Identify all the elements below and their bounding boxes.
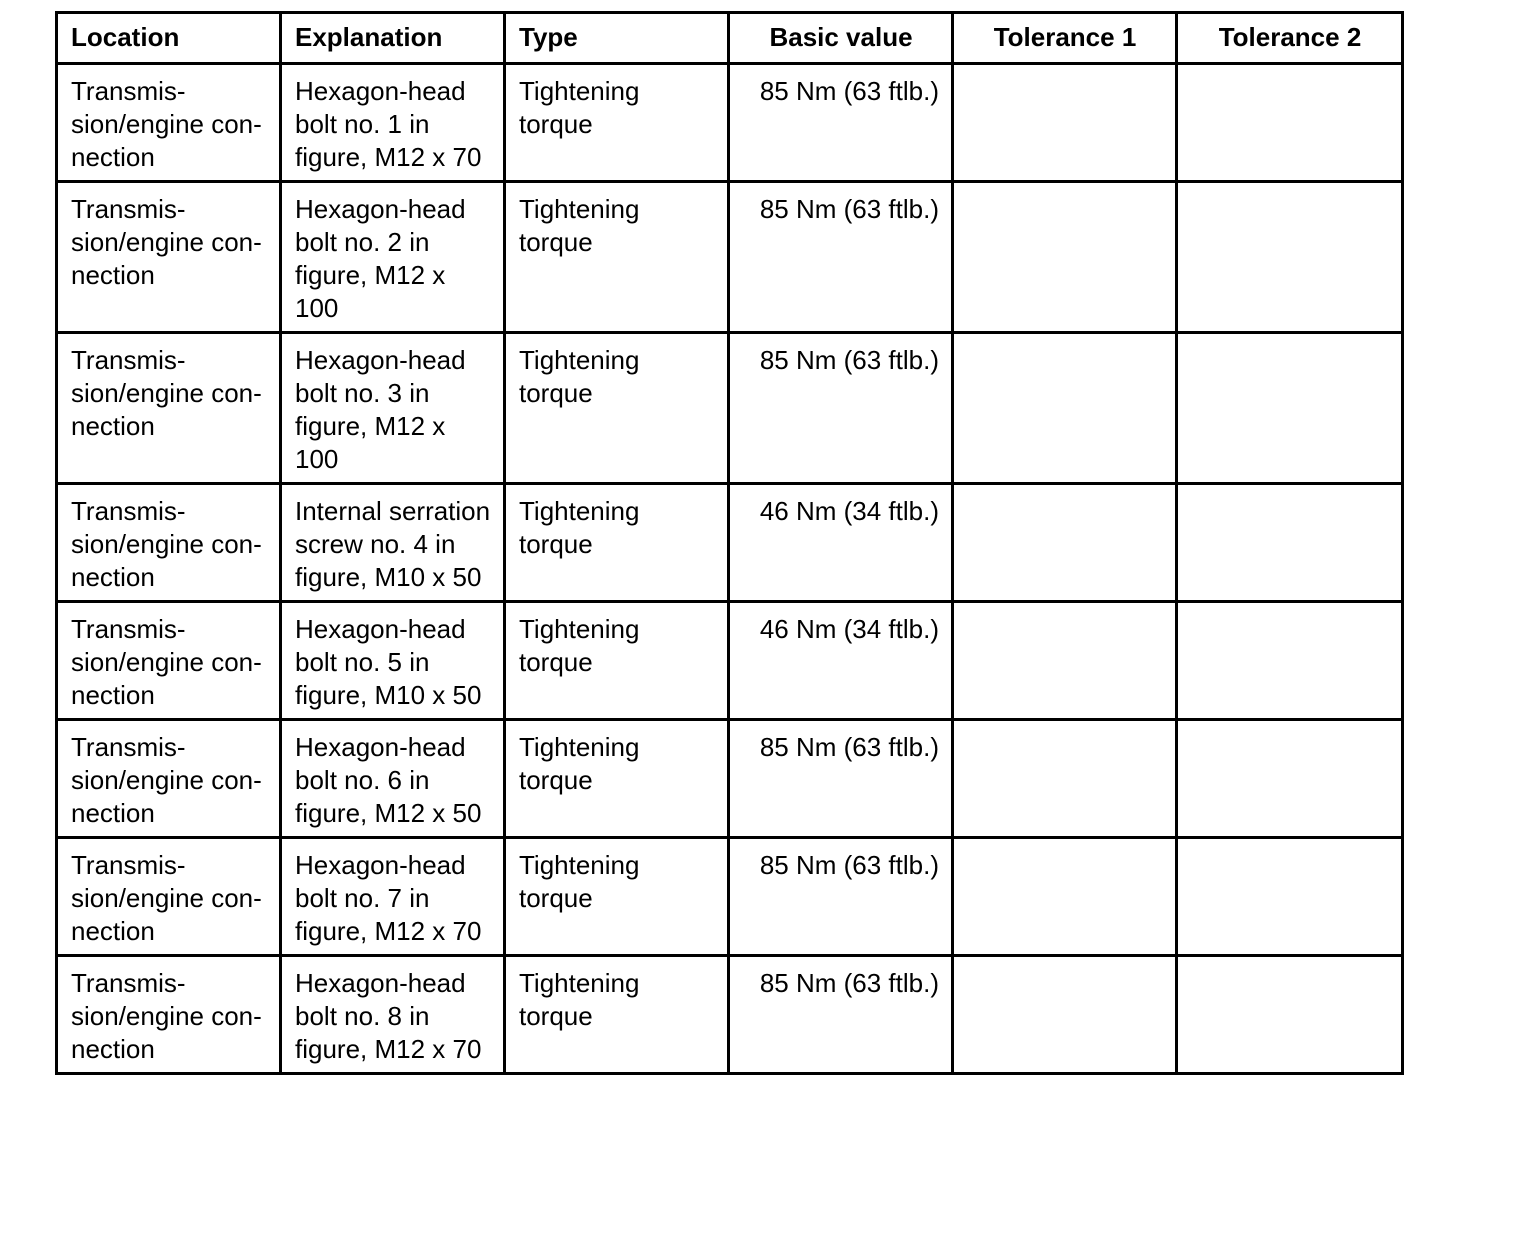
cell-explanation-line: Hexagon-head: [295, 968, 466, 998]
cell-explanation-line: bolt no. 6 in: [295, 765, 430, 795]
cell-location-line: Transmis-: [71, 194, 186, 224]
cell-basic-value: 85 Nm (63 ftlb.): [729, 720, 953, 838]
cell-type: [505, 484, 729, 602]
cell-location: [57, 956, 281, 1074]
cell-location-line: sion/engine con-: [71, 529, 262, 559]
cell-type-line: Tightening: [519, 968, 640, 998]
cell-tolerance-2: [1177, 720, 1403, 838]
cell-tolerance-1: [953, 956, 1177, 1074]
table-row: [57, 64, 1403, 182]
cell-type-line: Tightening: [519, 76, 640, 106]
cell-explanation-line: bolt no. 3 in: [295, 378, 430, 408]
cell-location: [57, 838, 281, 956]
cell-basic-value: 85 Nm (63 ftlb.): [729, 64, 953, 182]
cell-location-line: nection: [71, 562, 155, 592]
cell-explanation-line: bolt no. 1 in: [295, 109, 430, 139]
cell-explanation-line: Hexagon-head: [295, 614, 466, 644]
table-row: [57, 838, 1403, 956]
cell-location: [57, 182, 281, 333]
cell-location-line: sion/engine con-: [71, 883, 262, 913]
cell-type: [505, 602, 729, 720]
cell-basic-value: 85 Nm (63 ftlb.): [729, 333, 953, 484]
cell-explanation: [281, 956, 505, 1074]
cell-location-line: sion/engine con-: [71, 647, 262, 677]
cell-basic-value: 85 Nm (63 ftlb.): [729, 838, 953, 956]
cell-explanation-line: Hexagon-head: [295, 76, 466, 106]
cell-location-line: Transmis-: [71, 850, 186, 880]
cell-explanation: [281, 720, 505, 838]
cell-type-line: torque: [519, 227, 593, 257]
cell-location: [57, 64, 281, 182]
cell-basic-value: 46 Nm (34 ftlb.): [729, 602, 953, 720]
cell-type: [505, 64, 729, 182]
cell-explanation-line: Hexagon-head: [295, 194, 466, 224]
cell-type: [505, 333, 729, 484]
cell-location-line: Transmis-: [71, 496, 186, 526]
cell-tolerance-2: [1177, 602, 1403, 720]
cell-explanation-line: figure, M10 x 50: [295, 562, 482, 592]
cell-tolerance-2: [1177, 64, 1403, 182]
cell-location-line: Transmis-: [71, 614, 186, 644]
cell-explanation: [281, 64, 505, 182]
cell-location: [57, 720, 281, 838]
cell-type: [505, 956, 729, 1074]
cell-location: [57, 333, 281, 484]
header-tolerance-2: Tolerance 2: [1177, 13, 1403, 64]
cell-location-line: sion/engine con-: [71, 378, 262, 408]
cell-explanation-line: bolt no. 2 in: [295, 227, 430, 257]
cell-tolerance-1: [953, 838, 1177, 956]
cell-location-line: nection: [71, 260, 155, 290]
cell-explanation-line: Hexagon-head: [295, 850, 466, 880]
cell-explanation-line: figure, M12 x 70: [295, 1034, 482, 1064]
cell-tolerance-2: [1177, 956, 1403, 1074]
table-row: [57, 956, 1403, 1074]
cell-explanation-line: Hexagon-head: [295, 732, 466, 762]
cell-type-line: torque: [519, 109, 593, 139]
cell-explanation: [281, 602, 505, 720]
header-location: Location: [57, 13, 281, 64]
cell-explanation-line: figure, M12 x 70: [295, 916, 482, 946]
cell-type-line: Tightening: [519, 194, 640, 224]
cell-explanation-line: bolt no. 7 in: [295, 883, 430, 913]
cell-type-line: Tightening: [519, 850, 640, 880]
cell-location-line: nection: [71, 680, 155, 710]
cell-tolerance-1: [953, 64, 1177, 182]
cell-tolerance-2: [1177, 333, 1403, 484]
cell-type-line: torque: [519, 765, 593, 795]
cell-location-line: sion/engine con-: [71, 1001, 262, 1031]
table-row: [57, 333, 1403, 484]
cell-explanation-line: bolt no. 5 in: [295, 647, 430, 677]
cell-basic-value: 85 Nm (63 ftlb.): [729, 956, 953, 1074]
cell-location-line: nection: [71, 411, 155, 441]
cell-basic-value: 46 Nm (34 ftlb.): [729, 484, 953, 602]
cell-type-line: Tightening: [519, 496, 640, 526]
cell-explanation-line: 100: [295, 444, 339, 474]
cell-type: [505, 838, 729, 956]
cell-explanation-line: 100: [295, 293, 339, 323]
cell-location-line: nection: [71, 916, 155, 946]
table-row: [57, 602, 1403, 720]
table-row: [57, 182, 1403, 333]
cell-explanation-line: figure, M12 x 50: [295, 798, 482, 828]
cell-type-line: Tightening: [519, 732, 640, 762]
cell-location-line: nection: [71, 1034, 155, 1064]
cell-tolerance-1: [953, 602, 1177, 720]
cell-type-line: torque: [519, 883, 593, 913]
cell-tolerance-1: [953, 720, 1177, 838]
cell-explanation-line: Hexagon-head: [295, 345, 466, 375]
header-type: Type: [505, 13, 729, 64]
cell-location: [57, 484, 281, 602]
cell-explanation: [281, 838, 505, 956]
header-explanation: Explanation: [281, 13, 505, 64]
cell-location: [57, 602, 281, 720]
header-basic-value: Basic value: [729, 13, 953, 64]
cell-explanation-line: figure, M12 x: [295, 411, 446, 441]
cell-explanation: [281, 182, 505, 333]
table-body: [57, 64, 1403, 1074]
cell-explanation-line: figure, M12 x: [295, 260, 446, 290]
cell-type-line: torque: [519, 378, 593, 408]
cell-explanation-line: Internal serration: [295, 496, 491, 526]
cell-location-line: Transmis-: [71, 732, 186, 762]
cell-location-line: nection: [71, 142, 155, 172]
cell-location-line: sion/engine con-: [71, 765, 262, 795]
cell-explanation-line: figure, M10 x 50: [295, 680, 482, 710]
cell-location-line: sion/engine con-: [71, 109, 262, 139]
cell-tolerance-2: [1177, 484, 1403, 602]
cell-tolerance-1: [953, 333, 1177, 484]
cell-location-line: nection: [71, 798, 155, 828]
torque-spec-table: [55, 11, 1404, 1075]
cell-location-line: sion/engine con-: [71, 227, 262, 257]
header-tolerance-1: Tolerance 1: [953, 13, 1177, 64]
cell-explanation-line: screw no. 4 in: [295, 529, 456, 559]
cell-type-line: torque: [519, 1001, 593, 1031]
cell-explanation: [281, 333, 505, 484]
cell-type-line: Tightening: [519, 345, 640, 375]
table-row: [57, 720, 1403, 838]
cell-location-line: Transmis-: [71, 345, 186, 375]
table-header-row: [57, 13, 1403, 64]
cell-tolerance-2: [1177, 182, 1403, 333]
cell-type: [505, 182, 729, 333]
cell-location-line: Transmis-: [71, 968, 186, 998]
cell-type-line: torque: [519, 647, 593, 677]
cell-basic-value: 85 Nm (63 ftlb.): [729, 182, 953, 333]
cell-type-line: torque: [519, 529, 593, 559]
cell-explanation-line: figure, M12 x 70: [295, 142, 482, 172]
table-row: [57, 484, 1403, 602]
cell-tolerance-2: [1177, 838, 1403, 956]
cell-type-line: Tightening: [519, 614, 640, 644]
cell-tolerance-1: [953, 182, 1177, 333]
cell-location-line: Transmis-: [71, 76, 186, 106]
cell-explanation: [281, 484, 505, 602]
cell-explanation-line: bolt no. 8 in: [295, 1001, 430, 1031]
cell-tolerance-1: [953, 484, 1177, 602]
cell-type: [505, 720, 729, 838]
